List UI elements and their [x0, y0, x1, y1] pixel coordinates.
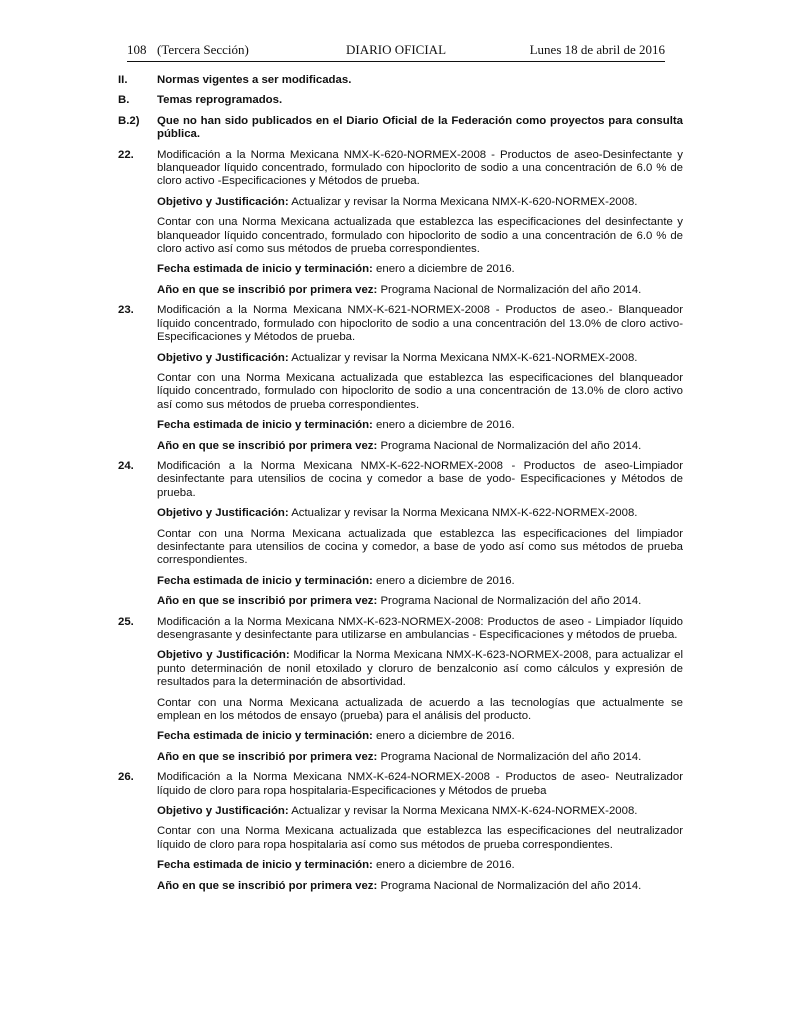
objective-text: Actualizar y revisar la Norma Mexicana NMX-K-621-NORMEX-2008. [291, 351, 638, 364]
year-label: Año en que se inscribió por primera vez: [157, 879, 378, 892]
item-title: Modificación a la Norma Mexicana NMX-K-622-NORMEX-2008 - Productos de aseo-Limpiador desinfectante para utensilios de cocina y comedor a base de yodo- Especificaciones y Métodos de prueba. [157, 459, 683, 499]
objective-label: Objetivo y Justificación: [157, 195, 289, 208]
item-year [157, 284, 683, 297]
item-title: Modificación a la Norma Mexicana NMX-K-624-NORMEX-2008 - Productos de aseo- Neutralizador líquido de cloro para ropa hospitalaria-Especificaciones y Métodos de prueba [157, 771, 683, 797]
dates-text: enero a diciembre de 2016. [376, 419, 515, 432]
item-year [157, 880, 683, 893]
year-text: Programa Nacional de Normalización del año 2014. [380, 750, 642, 763]
dates-label: Fecha estimada de inicio y terminación: [157, 263, 373, 276]
item-dates [157, 263, 683, 276]
heading-number: B.2) [118, 114, 140, 127]
dates-label: Fecha estimada de inicio y terminación: [157, 730, 373, 743]
dates-text: enero a diciembre de 2016. [376, 859, 515, 872]
year-label: Año en que se inscribió por primera vez: [157, 595, 378, 608]
item-title-row [118, 616, 683, 643]
item-number: 23. [118, 304, 134, 317]
year-label: Año en que se inscribió por primera vez: [157, 750, 378, 763]
item-objective [157, 507, 683, 520]
norm-item [118, 616, 683, 765]
item-number: 25. [118, 615, 134, 628]
publication-date: Lunes 18 de abril de 2016 [529, 42, 665, 57]
norm-item [118, 771, 683, 893]
item-year [157, 595, 683, 608]
item-objective [157, 649, 683, 689]
page-number: 108 [127, 42, 147, 57]
item-number: 26. [118, 771, 134, 784]
journal-title: DIARIO OFICIAL [345, 42, 447, 57]
norm-item [118, 304, 683, 453]
item-dates [157, 419, 683, 432]
item-year [157, 751, 683, 764]
item-objective [157, 196, 683, 209]
year-text: Programa Nacional de Normalización del año 2014. [380, 283, 642, 296]
year-label: Año en que se inscribió por primera vez: [157, 283, 378, 296]
heading-number: B. [118, 94, 130, 107]
item-dates [157, 730, 683, 743]
dates-label: Fecha estimada de inicio y terminación: [157, 859, 373, 872]
item-title: Modificación a la Norma Mexicana NMX-K-623-NORMEX-2008: Productos de aseo - Limpiador líquido desengrasante y desinfectante para utilizarse en ambulancias - Especificaciones y métodos de prueba. [157, 615, 683, 641]
norm-item [118, 149, 683, 298]
heading-number: II. [118, 74, 128, 86]
item-number: 24. [118, 459, 134, 472]
item-dates [157, 575, 683, 588]
item-title: Modificación a la Norma Mexicana NMX-K-620-NORMEX-2008 - Productos de aseo-Desinfectante y blanqueador líquido concentrado, formulado con hipoclorito de sodio a una concentración de 6.0 % de cloro activo -Especificaciones y Métodos de prueba. [157, 148, 683, 188]
objective-label: Objetivo y Justificación: [157, 351, 289, 364]
year-text: Programa Nacional de Normalización del año 2014. [380, 439, 642, 452]
dates-label: Fecha estimada de inicio y terminación: [157, 574, 373, 587]
dates-label: Fecha estimada de inicio y terminación: [157, 419, 373, 432]
section-heading [118, 115, 683, 142]
year-text: Programa Nacional de Normalización del año 2014. [380, 879, 642, 892]
objective-label: Objetivo y Justificación: [157, 649, 290, 662]
objective-label: Objetivo y Justificación: [157, 805, 289, 818]
item-description: Contar con una Norma Mexicana actualizada de acuerdo a las tecnologías que actualmente se emplean en los métodos de ensayo (prueba) para el análisis del producto. [157, 696, 683, 723]
section-label: (Tercera Sección) [157, 42, 249, 57]
heading-text: Que no han sido publicados en el Diario Oficial de la Federación como proyectos para consulta pública. [157, 114, 683, 141]
objective-text: Actualizar y revisar la Norma Mexicana NMX-K-620-NORMEX-2008. [291, 195, 638, 208]
item-description: Contar con una Norma Mexicana actualizada que establezca las especificaciones del neutralizador líquido de cloro para ropa hospitalaria así como sus métodos de prueba correspondientes. [157, 825, 683, 851]
item-objective [157, 805, 683, 818]
item-year [157, 440, 683, 453]
dates-text: enero a diciembre de 2016. [376, 263, 515, 276]
item-description: Contar con una Norma Mexicana actualizada que establezca las especificaciones del limpiador desinfectante para utensilios de cocina y comedor, a base de yodo así como sus métodos de prueba correspondientes. [157, 527, 683, 567]
dates-text: enero a diciembre de 2016. [376, 574, 515, 587]
item-title-row [118, 149, 683, 189]
document-body [118, 74, 683, 900]
item-description: Contar con una Norma Mexicana actualizada que establezca las especificaciones del desinfectante y blanqueador líquido concentrado, formulado con hipoclorito de sodio a una concentración de 6.0 % de cloro activo así como sus métodos de prueba correspondientes. [157, 216, 683, 256]
item-title: Modificación a la Norma Mexicana NMX-K-621-NORMEX-2008 - Productos de aseo.- Blanqueador líquido concentrado, formulado con hipoclorito de sodio a una concentración del 13.0% de cloro activo-Especificaciones y Métodos de prueba. [157, 304, 683, 344]
norm-item [118, 460, 683, 609]
item-objective [157, 352, 683, 365]
item-dates [157, 859, 683, 872]
heading-text: Temas reprogramados. [157, 94, 283, 107]
item-description: Contar con una Norma Mexicana actualizada que establezca las especificaciones del blanqueador líquido concentrado, formulado con hipoclorito de sodio a una concentración de 13.0% de cloro activo así como sus métodos de prueba correspondientes. [157, 371, 683, 411]
year-label: Año en que se inscribió por primera vez: [157, 439, 378, 452]
objective-text: Actualizar y revisar la Norma Mexicana NMX-K-622-NORMEX-2008. [291, 507, 638, 520]
objective-text: Actualizar y revisar la Norma Mexicana NMX-K-624-NORMEX-2008. [291, 805, 638, 818]
running-header [127, 42, 665, 60]
item-title-row [118, 304, 683, 344]
dates-text: enero a diciembre de 2016. [376, 730, 515, 743]
year-text: Programa Nacional de Normalización del año 2014. [380, 595, 642, 608]
item-title-row [118, 460, 683, 500]
section-heading [118, 74, 683, 87]
item-number: 22. [118, 148, 134, 161]
objective-text: Modificar la Norma Mexicana NMX-K-623-NORMEX-2008, para actualizar el punto determinación de nonil etoxilado y cloruro de benzalconio así como cálculos y expresión de resultados para la determinación de absortividad. [157, 649, 684, 689]
objective-label: Objetivo y Justificación: [157, 507, 289, 520]
heading-text: Normas vigentes a ser modificadas. [157, 74, 352, 86]
item-title-row [118, 771, 683, 798]
section-heading [118, 94, 683, 107]
header-rule [127, 61, 665, 62]
